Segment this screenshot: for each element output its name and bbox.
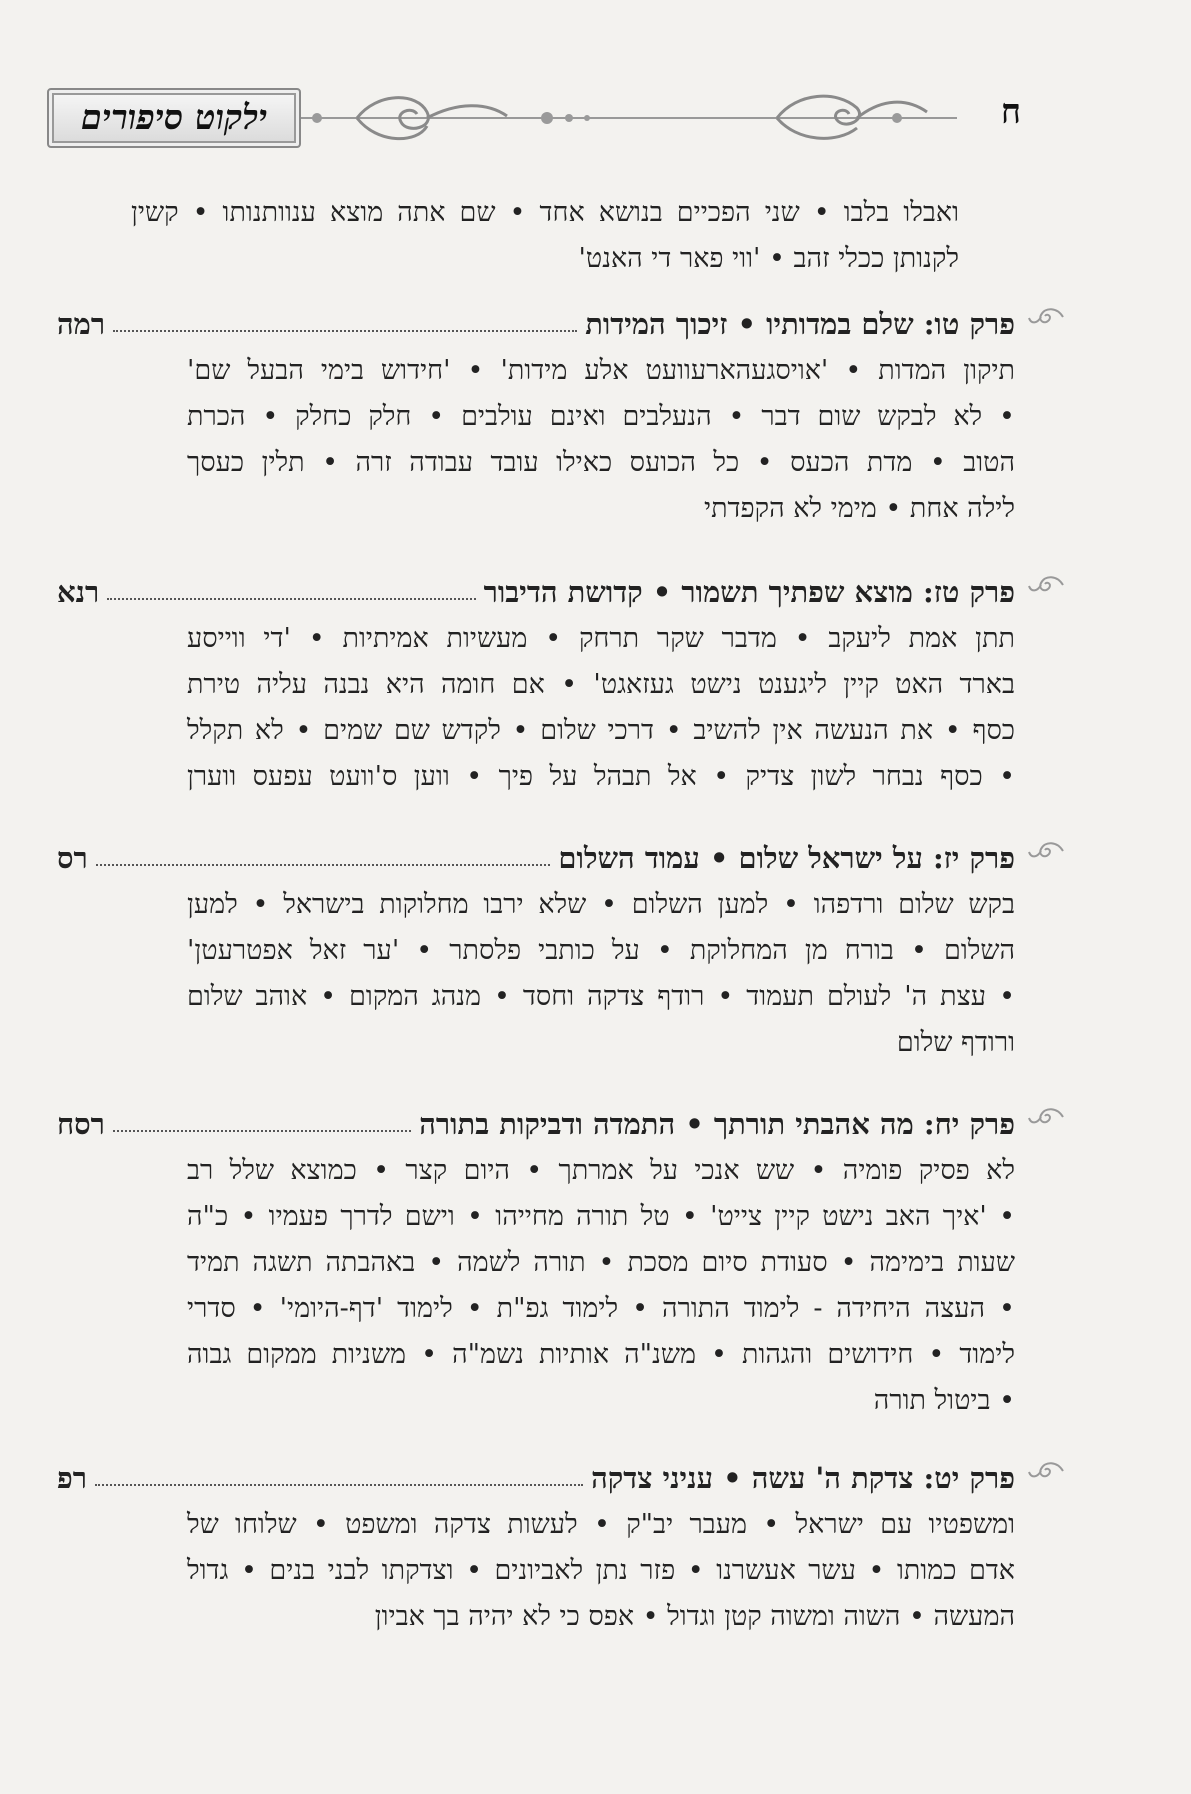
text-line: לא פסיק פומיה • שש אנכי על אמרתך • היום קצר • כמוצא שלל רב <box>187 1155 1015 1186</box>
chapter-topics <box>187 616 1015 800</box>
toc-intro-continuation <box>131 190 959 282</box>
chapter-title: פרק טו: שלם במדותיו • זיכוך המידות <box>585 307 1015 341</box>
text-line: • ביטול תורה <box>873 1385 1015 1416</box>
text-line: לקנותן ככלי זהב • 'ווי פאר די האנט' <box>578 243 959 274</box>
dot-leader <box>113 330 577 332</box>
text-line: • העצה היחידה - לימוד התורה • לימוד גפ"ת • לימוד 'דף-היומי' • סדרי <box>187 1293 1015 1324</box>
dot-leader <box>107 598 475 600</box>
chapter-topics <box>187 348 1015 532</box>
chapter-title: פרק יח: מה אהבתי תורתך • התמדה ודביקות בתורה <box>419 1107 1015 1141</box>
text-line: תתן אמת ליעקב • מדבר שקר תרחק • מעשיות אמיתיות • 'די ווייסע <box>187 623 1015 654</box>
text-line: • 'איך האב נישט קיין צייט' • טל תורה מחייהו • וישם לדרך פעמיו • כ"ה <box>187 1201 1015 1232</box>
chapter-heading <box>57 826 1067 876</box>
text-line: ומשפטיו עם ישראל • מעבר יב"ק • לעשות צדקה ומשפט • שלוחו של <box>187 1509 1015 1540</box>
chapter-heading <box>57 560 1067 610</box>
flourish-icon <box>1027 1104 1067 1130</box>
toc-chapter-15 <box>57 292 1067 532</box>
text-line: לימוד • חידושים והגהות • משנ"ה אותיות נשמ"ה • משניות ממקום גבוה <box>187 1339 1015 1370</box>
flourish-icon <box>1027 572 1067 598</box>
text-line: תיקון המדות • 'אויסגעהארעוועט אלע מידות' • 'חידוש בימי הבעל שם' <box>187 355 1015 386</box>
chapter-heading <box>57 1446 1067 1496</box>
chapter-title: פרק יט: צדקת ה' עשה • עניני צדקה <box>591 1461 1015 1495</box>
book-title-box <box>47 88 301 148</box>
text-line: ואבלו בלבו • שני הפכיים בנושא אחד • שם אתה מוצא ענוותנותו • קשין <box>131 197 959 228</box>
text-line: הטוב • מדת הכעס • כל הכועס כאילו עובד עבודה זרה • תלין כעסך <box>187 447 1015 478</box>
header-flourish-ornament <box>297 82 957 152</box>
chapter-page-number: רס <box>57 841 88 875</box>
toc-chapter-16 <box>57 560 1067 800</box>
flourish-icon <box>1027 304 1067 330</box>
text-line: השלום • בורח מן המחלוקת • על כותבי פלסתר • 'ער זאל אפטרעטן' <box>187 935 1015 966</box>
book-title: ילקוט סיפורים <box>80 98 268 138</box>
chapter-heading <box>57 1092 1067 1142</box>
flourish-icon <box>1027 838 1067 864</box>
text-line: המעשה • השוה ומשוה קטן וגדול • אפס כי לא יהיה בך אביון <box>374 1601 1015 1632</box>
chapter-page-number: רסח <box>57 1107 105 1141</box>
text-line: אדם כמותו • עשר אעשרנו • פזר נתן לאביונים • וצדקתו לבני בנים • גדול <box>187 1555 1015 1586</box>
toc-chapter-19 <box>57 1446 1067 1640</box>
page-number: ח <box>1000 92 1021 132</box>
dot-leader <box>113 1130 411 1132</box>
dot-leader <box>96 864 551 866</box>
text-line: כסף • את הנעשה אין להשיב • דרכי שלום • לקדש שם שמים • לא תקלל <box>187 715 1015 746</box>
text-line: שעות בימימה • סעודת סיום מסכת • תורה לשמה • באהבתה תשגה תמיד <box>187 1247 1015 1278</box>
flourish-icon <box>1027 1458 1067 1484</box>
text-line: • עצת ה' לעולם תעמוד • רודף צדקה וחסד • מנהג המקום • אוהב שלום <box>187 981 1015 1012</box>
text-line: • לא לבקש שום דבר • הנעלבים ואינם עולבים • חלק כחלק • הכרת <box>187 401 1015 432</box>
chapter-topics <box>187 882 1015 1066</box>
chapter-title: פרק יז: על ישראל שלום • עמוד השלום <box>558 841 1015 875</box>
text-line: ורודף שלום <box>896 1027 1015 1058</box>
toc-chapter-18 <box>57 1092 1067 1424</box>
toc-chapter-17 <box>57 826 1067 1066</box>
chapter-page-number: רפ <box>57 1461 88 1495</box>
chapter-page-number: רנא <box>57 575 100 609</box>
text-line: בקש שלום ורדפהו • למען השלום • שלא ירבו מחלוקות בישראל • למען <box>187 889 1015 920</box>
chapter-page-number: רמה <box>57 307 106 341</box>
text-line: בארד האט קיין ליגענט נישט געזאגט' • אם חומה היא נבנה עליה טירת <box>187 669 1015 700</box>
dot-leader <box>95 1484 583 1486</box>
chapter-heading <box>57 292 1067 342</box>
chapter-title: פרק טז: מוצא שפתיך תשמור • קדושת הדיבור <box>483 575 1015 609</box>
text-line: • כסף נבחר לשון צדיק • אל תבהל על פיך • ווען ס'וועט עפעס ווערן <box>187 761 1015 792</box>
chapter-topics <box>187 1502 1015 1640</box>
text-line: לילה אחת • מימי לא הקפדתי <box>703 493 1015 524</box>
chapter-topics <box>187 1148 1015 1424</box>
